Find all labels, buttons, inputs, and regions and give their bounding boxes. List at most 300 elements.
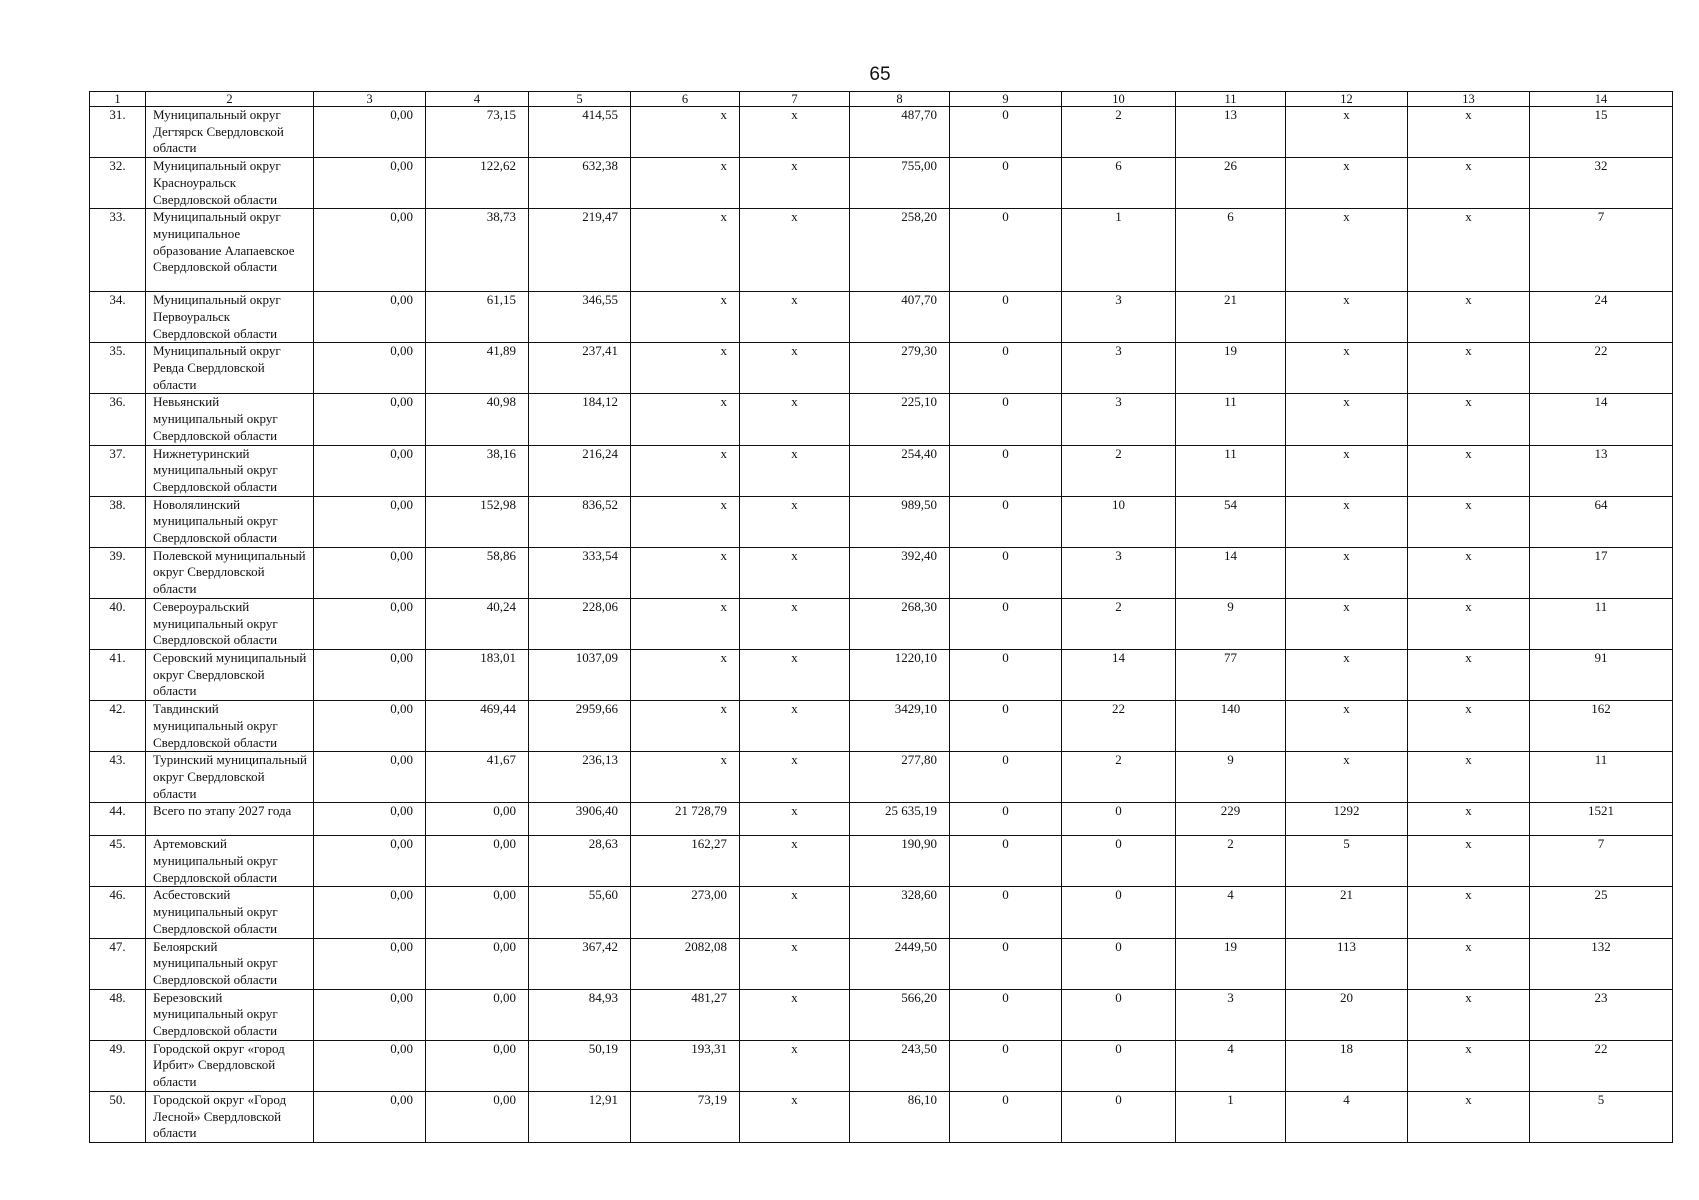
table-cell: 20 — [1286, 989, 1408, 1040]
table-cell: х — [1286, 343, 1408, 394]
table-cell: 184,12 — [529, 394, 631, 445]
table-cell: х — [740, 701, 850, 752]
table-cell: 228,06 — [529, 598, 631, 649]
row-number: 48. — [90, 989, 146, 1040]
table-cell: х — [1286, 292, 1408, 343]
table-cell: х — [631, 343, 740, 394]
column-header: 9 — [950, 92, 1062, 107]
table-cell: 0 — [1062, 836, 1176, 887]
table-cell: 0,00 — [426, 1091, 529, 1142]
table-cell: 190,90 — [850, 836, 950, 887]
table-cell: 279,30 — [850, 343, 950, 394]
municipality-name: Всего по этапу 2027 года — [146, 803, 314, 836]
table-cell: 152,98 — [426, 496, 529, 547]
table-cell: 0,00 — [314, 292, 426, 343]
table-cell: 7 — [1530, 836, 1673, 887]
table-cell: 2 — [1062, 752, 1176, 803]
table-cell: 28,63 — [529, 836, 631, 887]
table-cell: 40,98 — [426, 394, 529, 445]
column-header: 10 — [1062, 92, 1176, 107]
table-cell: 2 — [1176, 836, 1286, 887]
table-cell: 0 — [950, 107, 1062, 158]
table-cell: 73,19 — [631, 1091, 740, 1142]
table-cell: 17 — [1530, 547, 1673, 598]
table-cell: х — [1408, 752, 1530, 803]
table-cell: 0 — [950, 209, 1062, 292]
table-cell: х — [1286, 445, 1408, 496]
table-cell: х — [1286, 598, 1408, 649]
table-cell: х — [1286, 394, 1408, 445]
table-cell: х — [631, 107, 740, 158]
table-cell: 58,86 — [426, 547, 529, 598]
table-cell: 836,52 — [529, 496, 631, 547]
table-cell: х — [740, 158, 850, 209]
table-cell: 219,47 — [529, 209, 631, 292]
column-header: 5 — [529, 92, 631, 107]
table-cell: 0 — [950, 836, 1062, 887]
table-cell: 41,67 — [426, 752, 529, 803]
table-cell: 0 — [1062, 887, 1176, 938]
column-header: 7 — [740, 92, 850, 107]
table-cell: 0,00 — [314, 938, 426, 989]
table-cell: х — [740, 989, 850, 1040]
table-cell: х — [740, 1091, 850, 1142]
table-cell: 0,00 — [426, 887, 529, 938]
row-number: 50. — [90, 1091, 146, 1142]
table-cell: 7 — [1530, 209, 1673, 292]
table-cell: 24 — [1530, 292, 1673, 343]
table-row — [90, 836, 1673, 887]
table-cell: 1521 — [1530, 803, 1673, 836]
table-cell: 566,20 — [850, 989, 950, 1040]
table-cell: 0 — [950, 292, 1062, 343]
table-cell: 0,00 — [314, 836, 426, 887]
municipality-name: Полевской муниципальный округ Свердловской области — [146, 547, 314, 598]
table-cell: 0 — [950, 752, 1062, 803]
table-row — [90, 989, 1673, 1040]
table-cell: 1037,09 — [529, 649, 631, 700]
column-header: 14 — [1530, 92, 1673, 107]
table-row — [90, 107, 1673, 158]
table-cell: х — [1408, 209, 1530, 292]
table-row — [90, 209, 1673, 292]
table-cell: 5 — [1286, 836, 1408, 887]
table-cell: 346,55 — [529, 292, 631, 343]
table-cell: 0 — [1062, 803, 1176, 836]
table-cell: 2 — [1062, 598, 1176, 649]
table-cell: 38,16 — [426, 445, 529, 496]
table-cell: 122,62 — [426, 158, 529, 209]
municipality-name: Невьянский муниципальный округ Свердловской области — [146, 394, 314, 445]
table-cell: 23 — [1530, 989, 1673, 1040]
table-cell: 0 — [950, 598, 1062, 649]
table-cell: х — [631, 701, 740, 752]
table-cell: х — [1286, 158, 1408, 209]
table-cell: 254,40 — [850, 445, 950, 496]
table-cell: 6 — [1062, 158, 1176, 209]
table-cell: х — [1408, 394, 1530, 445]
table-cell: 77 — [1176, 649, 1286, 700]
table-cell: х — [740, 887, 850, 938]
table-cell: 407,70 — [850, 292, 950, 343]
table-cell: 237,41 — [529, 343, 631, 394]
table-cell: 0,00 — [314, 445, 426, 496]
table-cell: 1 — [1176, 1091, 1286, 1142]
table-cell: х — [740, 803, 850, 836]
table-cell: 229 — [1176, 803, 1286, 836]
table-cell: 333,54 — [529, 547, 631, 598]
municipality-name: Муниципальный округ Первоуральск Свердловской области — [146, 292, 314, 343]
table-row — [90, 701, 1673, 752]
table-cell: 4 — [1176, 887, 1286, 938]
table-cell: 3 — [1176, 989, 1286, 1040]
table-row — [90, 752, 1673, 803]
table-cell: 140 — [1176, 701, 1286, 752]
table-cell: 236,13 — [529, 752, 631, 803]
table-cell: х — [740, 649, 850, 700]
table-cell: 1 — [1062, 209, 1176, 292]
table-cell: 0,00 — [314, 158, 426, 209]
table-cell: 0 — [950, 547, 1062, 598]
table-cell: 0 — [950, 803, 1062, 836]
table-cell: 132 — [1530, 938, 1673, 989]
table-cell: 481,27 — [631, 989, 740, 1040]
table-cell: 0,00 — [314, 989, 426, 1040]
table-cell: 19 — [1176, 938, 1286, 989]
municipality-name: Туринский муниципальный округ Свердловской области — [146, 752, 314, 803]
header-row — [90, 92, 1673, 107]
table-row — [90, 343, 1673, 394]
page-number: 65 — [869, 64, 891, 85]
table-row — [90, 1040, 1673, 1091]
table-cell: 0 — [1062, 1091, 1176, 1142]
municipality-name: Муниципальный округ муниципальное образование Алапаевское Свердловской области — [146, 209, 314, 292]
table-cell: 258,20 — [850, 209, 950, 292]
table-cell: 9 — [1176, 598, 1286, 649]
table-cell: х — [740, 445, 850, 496]
table-cell: х — [740, 107, 850, 158]
table-cell: 0 — [1062, 938, 1176, 989]
municipality-name: Белоярский муниципальный округ Свердловской области — [146, 938, 314, 989]
table-cell: 0 — [950, 887, 1062, 938]
table-row — [90, 445, 1673, 496]
table-cell: 0,00 — [314, 649, 426, 700]
municipality-name: Березовский муниципальный округ Свердловской области — [146, 989, 314, 1040]
row-number: 40. — [90, 598, 146, 649]
table-cell: 0,00 — [426, 836, 529, 887]
table-cell: 469,44 — [426, 701, 529, 752]
table-cell: 26 — [1176, 158, 1286, 209]
table-cell: 243,50 — [850, 1040, 950, 1091]
row-number: 41. — [90, 649, 146, 700]
table-cell: 0 — [950, 445, 1062, 496]
municipality-name: Нижнетуринский муниципальный округ Свердловской области — [146, 445, 314, 496]
table-cell: 84,93 — [529, 989, 631, 1040]
table-row — [90, 1091, 1673, 1142]
table-cell: 632,38 — [529, 158, 631, 209]
table-cell: х — [1408, 292, 1530, 343]
table-cell: 25 — [1530, 887, 1673, 938]
table-cell: 0,00 — [314, 394, 426, 445]
table-cell: х — [631, 649, 740, 700]
municipality-name: Муниципальный округ Дегтярск Свердловской области — [146, 107, 314, 158]
table-row — [90, 803, 1673, 836]
table-cell: 0,00 — [426, 938, 529, 989]
row-number: 39. — [90, 547, 146, 598]
table-cell: 0 — [950, 1040, 1062, 1091]
table-cell: 3 — [1062, 292, 1176, 343]
table-cell: х — [740, 598, 850, 649]
table-cell: х — [1408, 496, 1530, 547]
table-cell: 328,60 — [850, 887, 950, 938]
row-number: 34. — [90, 292, 146, 343]
table-cell: 61,15 — [426, 292, 529, 343]
table-cell: 0 — [950, 649, 1062, 700]
table-cell: 0 — [950, 343, 1062, 394]
table-cell: 0,00 — [314, 1091, 426, 1142]
table-cell: 0,00 — [314, 343, 426, 394]
table-cell: 55,60 — [529, 887, 631, 938]
table-cell: 0,00 — [314, 547, 426, 598]
column-header: 4 — [426, 92, 529, 107]
table-cell: 32 — [1530, 158, 1673, 209]
table-cell: 13 — [1530, 445, 1673, 496]
row-number: 43. — [90, 752, 146, 803]
table-cell: 12,91 — [529, 1091, 631, 1142]
table-cell: 3906,40 — [529, 803, 631, 836]
table-cell: 0,00 — [314, 107, 426, 158]
table-cell: 989,50 — [850, 496, 950, 547]
table-cell: х — [631, 752, 740, 803]
table-cell: х — [1408, 343, 1530, 394]
table-cell: 4 — [1286, 1091, 1408, 1142]
table-cell: 0,00 — [314, 1040, 426, 1091]
table-cell: 225,10 — [850, 394, 950, 445]
table-cell: 9 — [1176, 752, 1286, 803]
table-cell: 14 — [1176, 547, 1286, 598]
table-row — [90, 547, 1673, 598]
table-cell: 113 — [1286, 938, 1408, 989]
table-cell: 0 — [950, 938, 1062, 989]
table-cell: 5 — [1530, 1091, 1673, 1142]
table-cell: 64 — [1530, 496, 1673, 547]
table-cell: 54 — [1176, 496, 1286, 547]
table-cell: х — [1286, 701, 1408, 752]
row-number: 44. — [90, 803, 146, 836]
table-cell: 11 — [1176, 394, 1286, 445]
column-header: 12 — [1286, 92, 1408, 107]
table-cell: 0 — [1062, 989, 1176, 1040]
table-cell: х — [631, 292, 740, 343]
table-cell: 21 — [1286, 887, 1408, 938]
table-cell: х — [740, 343, 850, 394]
row-number: 37. — [90, 445, 146, 496]
table-cell: 367,42 — [529, 938, 631, 989]
row-number: 38. — [90, 496, 146, 547]
table-cell: х — [631, 209, 740, 292]
table-cell: х — [740, 292, 850, 343]
table-cell: 0,00 — [426, 989, 529, 1040]
table-cell: х — [740, 752, 850, 803]
column-header: 6 — [631, 92, 740, 107]
table-cell: 22 — [1530, 343, 1673, 394]
column-header: 3 — [314, 92, 426, 107]
table-cell: 162,27 — [631, 836, 740, 887]
table-cell: 0 — [1062, 1040, 1176, 1091]
municipality-name: Тавдинский муниципальный округ Свердловской области — [146, 701, 314, 752]
table-row — [90, 496, 1673, 547]
table-cell: 0,00 — [314, 752, 426, 803]
table-cell: 14 — [1062, 649, 1176, 700]
table-cell: 25 635,19 — [850, 803, 950, 836]
table-cell: 3429,10 — [850, 701, 950, 752]
municipality-name: Новолялинский муниципальный округ Свердловской области — [146, 496, 314, 547]
table-cell: 1292 — [1286, 803, 1408, 836]
table-cell: 38,73 — [426, 209, 529, 292]
table-row — [90, 394, 1673, 445]
table-cell: 2449,50 — [850, 938, 950, 989]
table-cell: 21 728,79 — [631, 803, 740, 836]
table-cell: 414,55 — [529, 107, 631, 158]
table-cell: 162 — [1530, 701, 1673, 752]
municipality-name: Североуральский муниципальный округ Свердловской области — [146, 598, 314, 649]
table-cell: 0,00 — [314, 209, 426, 292]
table-cell: х — [740, 496, 850, 547]
table-cell: 86,10 — [850, 1091, 950, 1142]
row-number: 42. — [90, 701, 146, 752]
table-cell: 3 — [1062, 343, 1176, 394]
table-cell: х — [1286, 209, 1408, 292]
table-row — [90, 938, 1673, 989]
row-number: 31. — [90, 107, 146, 158]
municipality-name: Муниципальный округ Ревда Свердловской области — [146, 343, 314, 394]
table-cell: 3 — [1062, 547, 1176, 598]
table-cell: х — [1408, 1040, 1530, 1091]
municipality-name: Городской округ «Город Лесной» Свердловской области — [146, 1091, 314, 1142]
municipality-name: Муниципальный округ Красноуральск Свердловской области — [146, 158, 314, 209]
table-cell: 268,30 — [850, 598, 950, 649]
table-cell: 21 — [1176, 292, 1286, 343]
municipality-name: Серовский муниципальный округ Свердловской области — [146, 649, 314, 700]
table-cell: 18 — [1286, 1040, 1408, 1091]
table-cell: 15 — [1530, 107, 1673, 158]
table-cell: х — [1408, 158, 1530, 209]
table-cell: х — [1286, 107, 1408, 158]
column-header: 8 — [850, 92, 950, 107]
table-row — [90, 649, 1673, 700]
table-row — [90, 292, 1673, 343]
table-row — [90, 887, 1673, 938]
table-cell: 4 — [1176, 1040, 1286, 1091]
column-header: 13 — [1408, 92, 1530, 107]
table-cell: 193,31 — [631, 1040, 740, 1091]
table-cell: х — [1408, 989, 1530, 1040]
row-number: 46. — [90, 887, 146, 938]
table-cell: 40,24 — [426, 598, 529, 649]
table-cell: х — [1408, 701, 1530, 752]
row-number: 47. — [90, 938, 146, 989]
column-header: 2 — [146, 92, 314, 107]
table-cell: х — [740, 1040, 850, 1091]
table-cell: х — [1286, 547, 1408, 598]
table-cell: 216,24 — [529, 445, 631, 496]
table-cell: 22 — [1062, 701, 1176, 752]
table-cell: 11 — [1176, 445, 1286, 496]
row-number: 49. — [90, 1040, 146, 1091]
table-cell: 0 — [950, 701, 1062, 752]
table-cell: х — [740, 547, 850, 598]
table-cell: 0,00 — [426, 803, 529, 836]
table-cell: х — [1408, 547, 1530, 598]
table-cell: х — [740, 209, 850, 292]
table-cell: 13 — [1176, 107, 1286, 158]
table-cell: 755,00 — [850, 158, 950, 209]
table-cell: х — [631, 158, 740, 209]
table-cell: 91 — [1530, 649, 1673, 700]
table-cell: 6 — [1176, 209, 1286, 292]
table-cell: 10 — [1062, 496, 1176, 547]
table-cell: х — [1408, 887, 1530, 938]
table-cell: х — [1408, 598, 1530, 649]
table-cell: 73,15 — [426, 107, 529, 158]
table-cell: х — [740, 836, 850, 887]
table-cell: х — [631, 598, 740, 649]
table-cell: 2082,08 — [631, 938, 740, 989]
data-table — [89, 91, 1673, 1143]
table-cell: 41,89 — [426, 343, 529, 394]
table-cell: 183,01 — [426, 649, 529, 700]
row-number: 36. — [90, 394, 146, 445]
table-cell: 0 — [950, 989, 1062, 1040]
row-number: 35. — [90, 343, 146, 394]
municipality-name: Асбестовский муниципальный округ Свердловской области — [146, 887, 314, 938]
table-cell: 11 — [1530, 752, 1673, 803]
row-number: 33. — [90, 209, 146, 292]
table-cell: х — [631, 496, 740, 547]
municipality-name: Артемовский муниципальный округ Свердловской области — [146, 836, 314, 887]
table-cell: 0,00 — [314, 701, 426, 752]
table-row — [90, 158, 1673, 209]
table-cell: 0 — [950, 158, 1062, 209]
table-cell: 0,00 — [314, 598, 426, 649]
table-cell: 19 — [1176, 343, 1286, 394]
table-cell: 2 — [1062, 107, 1176, 158]
table-cell: х — [1286, 649, 1408, 700]
table-cell: 273,00 — [631, 887, 740, 938]
municipality-name: Городской округ «город Ирбит» Свердловской области — [146, 1040, 314, 1091]
table-cell: 0,00 — [314, 803, 426, 836]
table-cell: 392,40 — [850, 547, 950, 598]
table-cell: 487,70 — [850, 107, 950, 158]
table-cell: 277,80 — [850, 752, 950, 803]
table-cell: 2959,66 — [529, 701, 631, 752]
table-cell: 11 — [1530, 598, 1673, 649]
table-cell: 2 — [1062, 445, 1176, 496]
table-cell: х — [631, 547, 740, 598]
table-cell: х — [1408, 938, 1530, 989]
table-cell: 1220,10 — [850, 649, 950, 700]
table-cell: 22 — [1530, 1040, 1673, 1091]
column-header: 1 — [90, 92, 146, 107]
table-row — [90, 598, 1673, 649]
table-cell: х — [631, 394, 740, 445]
table-cell: 0,00 — [426, 1040, 529, 1091]
table-cell: х — [1408, 107, 1530, 158]
table-cell: 50,19 — [529, 1040, 631, 1091]
table-cell: 0 — [950, 496, 1062, 547]
table-cell: х — [631, 445, 740, 496]
table-cell: 0,00 — [314, 496, 426, 547]
